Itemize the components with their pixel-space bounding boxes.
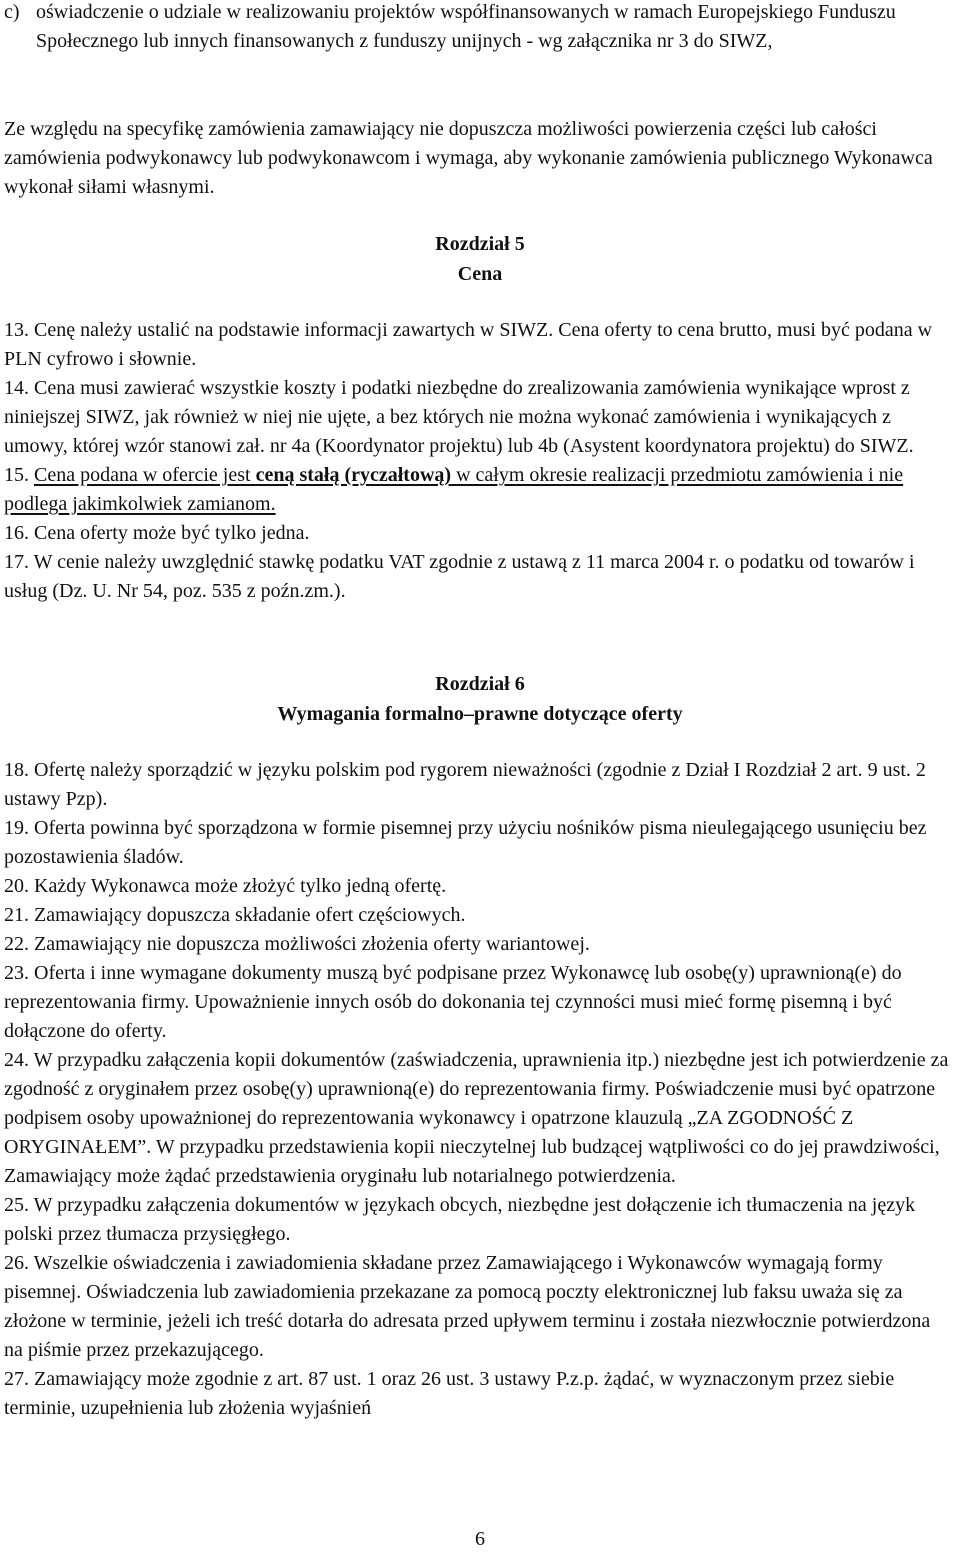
paragraph-24: 24. W przypadku załączenia kopii dokumentów (zaświadczenia, uprawnienia itp.) niezbędne jest ich potwierdzenie za zgodność z oryginałem przez osobę(y) uprawnioną(e) do reprezentowania firmy. Poświadczenie musi być opatrzone podpisem osoby upoważnionej do reprezentowania wykonawcy i opatrzone klauzulą „ZA ZGODNOŚĆ Z ORYGINAŁEM”. W przypadku przedstawienia kopii nieczytelnej lub budzącej wątpliwości co do jej prawdziwości, Zamawiający może żądać przedstawienia oryginału lub notarialnego potwierdzenia. bbox=[4, 1049, 949, 1187]
paragraph-14: 14. Cena musi zawierać wszystkie koszty i podatki niezbędne do zrealizowania zamówienia wynikające wprost z niniejszej SIWZ, jak również w niej nie ujęte, a bez których nie można wykonać zamówienia i wynikających z umowy, której wzór stanowi zał. nr 4a (Koordynator projektu) lub 4b (Asystent koordynatora projektu) do SIWZ. bbox=[4, 377, 914, 457]
chapter-5-number: Rozdział 5 bbox=[435, 233, 525, 255]
paragraph-13: 13. Cenę należy ustalić na podstawie informacji zawartych w SIWZ. Cena oferty to cena brutto, musi być podana w PLN cyfrowo i słownie. bbox=[4, 319, 933, 370]
paragraph-17: 17. W cenie należy uwzględnić stawkę podatku VAT zgodnie z ustawą z 11 marca 2004 r. o podatku od towarów i usług (Dz. U. Nr 54, poz. 535 z poźn.zm.). bbox=[4, 551, 915, 602]
paragraph-21: 21. Zamawiający dopuszcza składanie ofert częściowych. bbox=[4, 904, 466, 926]
paragraph-15-text-b: w całym okresie realizacji przedmiotu zamówienia i nie podlega jakimkolwiek zamianom. bbox=[4, 464, 904, 515]
chapter-5-body bbox=[4, 316, 954, 606]
intro-paragraph: Ze względu na specyfikę zamówienia zamawiający nie dopuszcza możliwości powierzenia części lub całości zamówienia podwykonawcy lub podwykonawcom i wymaga, aby wykonanie zamówienia publicznego Wykonawca wykonał siłami własnymi. bbox=[4, 118, 933, 198]
paragraph-15-text-a: Cena podana w ofercie jest bbox=[34, 464, 251, 486]
paragraph-15-bold: ceną stałą (ryczałtową) bbox=[255, 464, 452, 486]
paragraph-23: 23. Oferta i inne wymagane dokumenty muszą być podpisane przez Wykonawcę lub osobę(y) uprawnioną(e) do reprezentowania firmy. Upoważnienie innych osób do dokonania tej czynności musi mieć formę pisemną i być dołączone do oferty. bbox=[4, 962, 902, 1042]
paragraph-18: 18. Ofertę należy sporządzić w języku polskim pod rygorem nieważności (zgodnie z Dział I Rozdział 2 art. 9 ust. 2 ustawy Pzp). bbox=[4, 759, 926, 810]
paragraph-15 bbox=[4, 461, 954, 519]
chapter-5-title: Cena bbox=[457, 263, 503, 285]
paragraph-25: 25. W przypadku załączenia dokumentów w językach obcych, niezbędne jest dołączenie ich tłumaczenia na język polski przez tłumacza przysięgłego. bbox=[4, 1194, 916, 1245]
chapter-5-heading bbox=[0, 229, 960, 289]
list-item-label: c) bbox=[4, 1, 20, 23]
paragraph-19: 19. Oferta powinna być sporządzona w formie pisemnej przy użyciu nośników pisma nieulegającego usunięciu bez pozostawienia śladów. bbox=[4, 817, 927, 868]
list-item-text: oświadczenie o udziale w realizowaniu projektów współfinansowanych w ramach Europejskiego Funduszu Społecznego lub innych finansowanych z funduszy unijnych - wg załącznika nr 3 do SIWZ, bbox=[36, 1, 896, 52]
paragraph-16: 16. Cena oferty może być tylko jedna. bbox=[4, 522, 310, 544]
chapter-6-body bbox=[4, 756, 954, 1423]
chapter-6-heading bbox=[0, 669, 960, 729]
paragraph-20: 20. Każdy Wykonawca może złożyć tylko jedną ofertę. bbox=[4, 875, 447, 897]
chapter-6-number: Rozdział 6 bbox=[435, 673, 525, 695]
paragraph-15-number: 15. bbox=[4, 464, 29, 486]
paragraph-26: 26. Wszelkie oświadczenia i zawiadomienia składane przez Zamawiającego i Wykonawców wymagają formy pisemnej. Oświadczenia lub zawiadomienia przekazane za pomocą poczty elektronicznej lub faksu uważa się za złożone w terminie, jeżeli ich treść dotarła do adresata przed upływem terminu i została niezwłocznie potwierdzona na piśmie przez przekazującego. bbox=[4, 1252, 931, 1361]
page-number: 6 bbox=[475, 1528, 485, 1550]
paragraph-22: 22. Zamawiający nie dopuszcza możliwości złożenia oferty wariantowej. bbox=[4, 933, 590, 955]
paragraph-27: 27. Zamawiający może zgodnie z art. 87 ust. 1 oraz 26 ust. 3 ustawy P.z.p. żądać, w wyznaczonym przez siebie terminie, uzupełnienia lub złożenia wyjaśnień bbox=[4, 1368, 895, 1419]
chapter-6-title: Wymagania formalno–prawne dotyczące oferty bbox=[277, 703, 683, 725]
list-item-c bbox=[4, 0, 954, 56]
